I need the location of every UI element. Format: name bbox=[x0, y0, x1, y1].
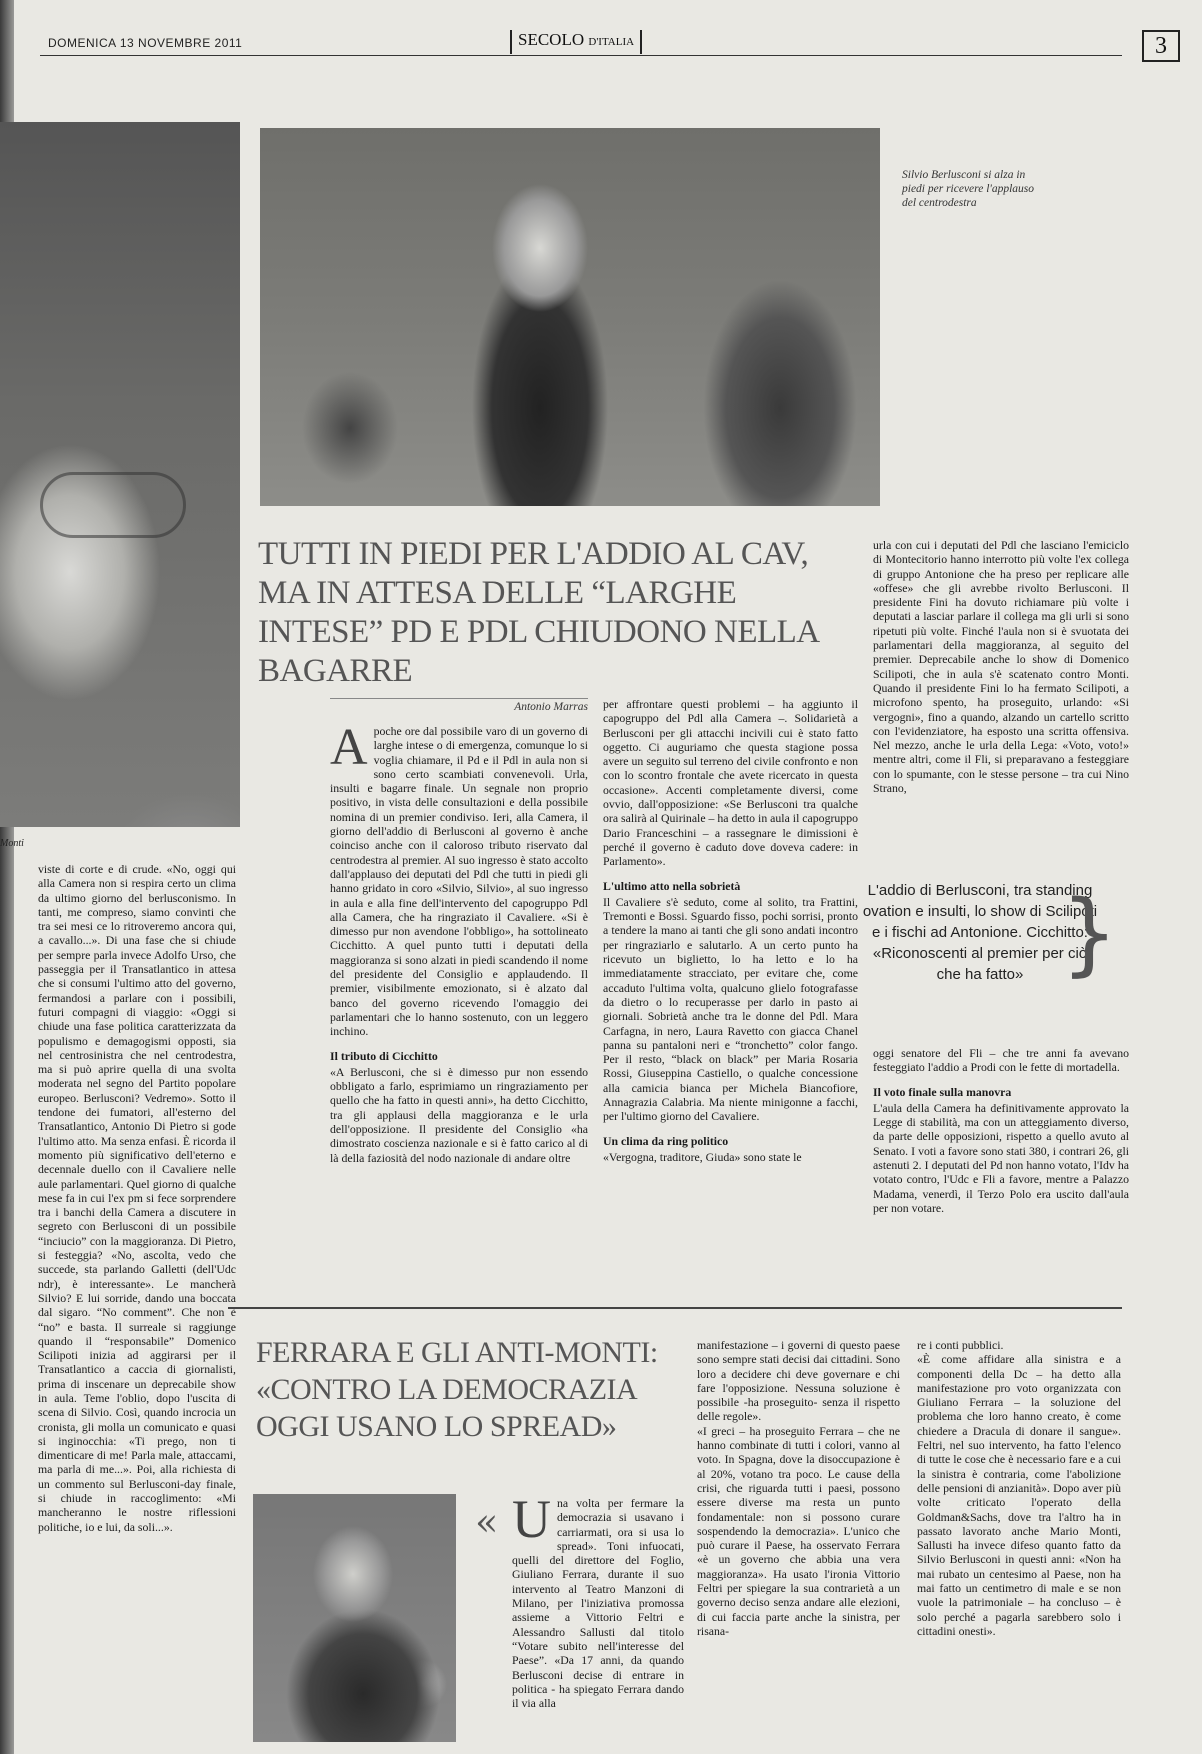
pull-quote-text: L'addio di Berlusconi, tra standing ovation e insulti, lo show di Scilipoti e i fischi ad Antonione. Cicchitto: «Riconoscenti al premier per ciò che ha fatto» bbox=[862, 882, 1098, 983]
article1-subhead-2: L'ultimo atto nella sobrietà bbox=[603, 878, 741, 893]
article1-byline: Antonio Marras bbox=[330, 698, 588, 713]
newspaper-name-suffix: D'ITALIA bbox=[588, 36, 635, 48]
newspaper-name: SECOLO bbox=[518, 30, 585, 49]
portrait-photo bbox=[0, 122, 240, 827]
left-column-text bbox=[38, 862, 236, 1534]
article1-col1-paragraph-1 bbox=[330, 719, 588, 1039]
pull-quote bbox=[860, 880, 1118, 986]
article1-col2-paragraph-2: Il Cavaliere s'è seduto, come al solito, tra Frattini, Tremonti e Bossi. Sguardo fisso, pochi sorrisi, pronto a tendere la mano ai tanti che gli sono andati incontro per ringraziarlo e salutarlo. A un certo punto ha ricevuto un biglietto, lo ha letto e lo ha immediatamente stracciato, per evitare che, come accaduto l'ultima volta, qualcuno glielo fotografasse da dietro o lo recuperasse per darlo in pasto ai giornali. Sobrietà anche tra le donne del Pdl. Mara Carfagna, in nero, Laura Ravetto con giacca Chanel panna su pantaloni neri e “tronchetto” color fango. Per il resto, “black on black” per Maria Rosaria Rossi, Giuseppina Castiello, o qualche concessione alla camicia bianca per Michela Biancofiore, Annagrazia Calabria. Ma niente minigonne a facchi, per l'ultimo giorno del Cavaliere. bbox=[603, 894, 858, 1124]
newspaper-logo bbox=[510, 30, 642, 54]
article1-column-1 bbox=[330, 719, 588, 1268]
article2-col1-paragraph-1 bbox=[512, 1489, 684, 1711]
page-number: 3 bbox=[1142, 30, 1180, 62]
article1-subhead-3: Un clima da ring politico bbox=[603, 1133, 729, 1148]
header-rule bbox=[40, 55, 1122, 56]
article1-col3-paragraph-2: oggi senatore del Fli – che tre anni fa avevano festeggiato l'addio a Prodi con le fette di mortadella. bbox=[873, 1046, 1129, 1075]
article2-quote-mark: « bbox=[475, 1500, 499, 1544]
header-date: DOMENICA 13 NOVEMBRE 2011 bbox=[48, 36, 243, 50]
article1-subhead-1: Il tributo di Cicchitto bbox=[330, 1048, 438, 1063]
article1-column-3-top bbox=[873, 538, 1129, 854]
article1-col3-paragraph-1: urla con cui i deputati del Pdl che lasciano l'emiciclo di Montecitorio hanno interrotto più volte l'ex collega di gruppo Antonione che ha preso per replicare alle «offese» che gli avrebbe rivolto Berlusconi. Il presidente Fini ha dovuto richiamare più volte i deputati a lasciar parlare il collega ma gli urli si sono ripetuti più volte. Finché l'aula non si è svuotata dei parlamentari della maggioranza, al seguito del premier. Deprecabile anche lo show di Domenico Scilipoti, che in aula s'è scatenato contro Monti. Quando il presidente Fini lo ha fermato Scilipoti, a microfono spento, ha proseguito, urlando: «Si vergogni», fino a quando, alzando un cartello scritto con l'evidenziatore, ha esposto una scritta offensiva. Nel mezzo, anche le urla della Lega: «Voto, voto!» mentre altri, come il Fli, si preparavano a festeggiare con lo spumante, con le stesse persone – tra cui Nino Strano, bbox=[873, 538, 1129, 796]
article1-col1-text-1: poche ore dal possibile varo di un governo di larghe intese o di emergenza, comunque lo si voglia chiamare, il Pd e il Pdl in aula non si sono certo scambiati convenevoli. Urla, insulti e bagarre finale. Un segnale non proprio positivo, in vista delle consultazioni e della possibile nomina di un premier condiviso. Ieri, alla Camera, il giorno dell'addio di Berlusconi al governo è anche coinciso anche con il caloroso tributo riservato dal centrodestra al premier. Al suo ingresso è stato accolto dall'applauso dei deputati del Pdl che tutti in piedi gli hanno gridato in coro «Silvio, Silvio», al suo ingresso in aula e alla fine dell'intervento del capogruppo Pdl alla Camera, che ha ringraziato il Cavaliere. «Si è dimesso pur non avendone l'obbligo», ha sottolineato Cicchitto. A quel punto tutti i deputati della maggioranza si sono alzati in piedi scandendo il nome del presidente del Consiglio e applaudendo. Il premier, visibilmente emozionato, si è alzato dal banco del governo ricevendo l'omaggio dei parlamentari che lo hanno sostenuto, con un leggero inchino. bbox=[330, 724, 588, 1039]
article2-col3-paragraph-2: «È come affidare alla sinistra e a componenti della Dc – ha detto alla manifestazione pro voto organizzata con Giuliano Ferrara – la soluzione del problema che loro hanno creato, è come chiedere a Dracula di donare il sangue». Feltri, nel suo intervento, ha fatto l'elenco di tutte le cose che è necessario fare e a cui la sinistra è contraria, come l'abolizione delle pensioni di anzianità». Dopo aver più volte criticato l'operato della Goldman&Sachs, dove tra l'altro ha in passato lavorato anche Mario Monti, Sallusti ha invece difeso quanto fatto da Silvio Berlusconi in questi anni: «Non ha mai rubato un centesimo al Paese, non ha mai fatto un centimetro di male e se non vuole la patrimoniale – ha concluso – è solo perché a pagarla sarebbero solo i cittadini onesti». bbox=[917, 1352, 1121, 1638]
article2-column-1 bbox=[512, 1489, 684, 1746]
parliament-photo-caption: Silvio Berlusconi si alza in piedi per ricevere l'applauso del centrodestra bbox=[902, 169, 1035, 209]
pull-quote-brace: } bbox=[1060, 881, 1118, 986]
page-header bbox=[40, 30, 1167, 60]
left-column-paragraph: viste di corte e di crude. «No, oggi qui alla Camera non si respira certo un clima da ultimo giorno del berlusconismo. In tanti, me compreso, siamo convinti che tra sei mesi ce lo ritroveremo ancora qui, a cavallo...». Di una fase che si chiude per sempre parla invece Adolfo Urso, che passeggia per il Transatlantico in attesa che si consumi l'ultimo atto del governo, fermandosi a parlare con i possibili, futuri compagni di viaggio: «Oggi si chiude una fase politica caratterizzata da populismo e demagogismi opposti, sia nel centrosinistra che nel centrodestra, ma si può aprire quella di una svolta moderata nel segno del Partito popolare europeo. Berlusconi? Vedremo». Sotto il tendone dei fumatori, all'esterno del Transatlantico, Antonio Di Pietro si gode l'ultimo atto. Ma senza enfasi. È ricorda il momento più significativo dell'eterno e decennale duello con il Cavaliere nelle aule parlamentari. Quel giorno di qualche mese fa in cui l'ex pm si fece sorprendere tra i banchi della Camera a discutere in segreto con Berlusconi di un possibile “inciucio” con la maggioranza. Di Pietro, si festeggia? «No, ascolta, vedo che succede, sta parlando Galletti (dell'Udc ndr), è interessante». Le mancherà Silvio? E lui sorride, dando una boccata dal sigaro. “No comment”. Che non è “no” e basta. Il surreale si raggiunge quando il “responsabile” Domenico Scilipoti inizia ad aggirarsi per il Transatlantico a caccia di giornalisti, prima di inscenare un deprecabile show in aula. Teme l'oblio, dopo l'uscita di scena di Silvio. Così, quando incrocia un cronista, gli molla un comunicato e quasi si inginocchia: «Ti prego, non ti dimenticare di me! Parla male, attaccami, ma parla di me...». Poi, alla richiesta di un commento sul Berlusconi-day finale, si chiude in raccoglimento: «Mi mancheranno le nostre riflessioni politiche, io e lui, da soli...». bbox=[38, 862, 236, 1534]
article1-col3-paragraph-3: L'aula della Camera ha definitivamente approvato la Legge di stabilità, ma con un atteggiamento diverso, da parte delle opposizioni, rispetto a quello avuto al Senato. I voti a favore sono stati 380, i contrari 26, gli astenuti 2. I deputati del Pd non hanno votato, l'Idv ha votato contro, l'Udc e Fli a favore, mentre a Palazzo Madama, venerdì, il Terzo Polo era uscito dall'aula per non votare. bbox=[873, 1100, 1129, 1215]
portrait-caption: Monti bbox=[0, 838, 24, 849]
article2-col3-paragraph-1: re i conti pubblici. bbox=[917, 1338, 1004, 1352]
ferrara-photo bbox=[253, 1494, 456, 1742]
article1-subhead-4: Il voto finale sulla manovra bbox=[873, 1084, 1012, 1099]
article2-col2-paragraph-2: «I greci – ha proseguito Ferrara – che ne hanno combinate di tutti i colori, vanno al voto. In Spagna, dove la disoccupazione è al 20%, votano tra poco. Le cause della crisi, che riguarda tutti i paesi, possono essere diverse ma resta un punto fondamentale: non si possono curare sospendendo la democrazia». L'unico che può curare il Paese, ha osservato Ferrara «è un governo che abbia una vera maggioranza». Ha usato l'ironia Vittorio Feltri per spiegare la sua contrarietà a un governo deciso senza andare alle elezioni, di cui faccia parte anche la sinistra, per risana- bbox=[697, 1423, 900, 1638]
section-divider bbox=[228, 1307, 1122, 1309]
article1-column-3-bottom bbox=[873, 1046, 1129, 1276]
article1-column-2 bbox=[603, 697, 858, 1268]
article2-column-3 bbox=[917, 1338, 1121, 1746]
article1-dropcap: A bbox=[330, 719, 368, 776]
article1-headline: TUTTI IN PIEDI PER L'ADDIO AL CAV, MA IN ATTESA DELLE “LARGHE INTESE” PD E PDL CHIUDONO NELLA BAGARRE bbox=[258, 536, 818, 689]
article1-col2-paragraph-3: «Vergogna, traditore, Giuda» sono state le bbox=[603, 1149, 802, 1164]
parliament-photo bbox=[260, 128, 880, 506]
article2-column-2 bbox=[697, 1338, 900, 1746]
article2-dropcap: U bbox=[512, 1489, 551, 1549]
article2-headline: FERRARA E GLI ANTI-MONTI: «CONTRO LA DEMOCRAZIA OGGI USANO LO SPREAD» bbox=[256, 1336, 658, 1443]
article1-col2-paragraph-1: per affrontare questi problemi – ha aggiunto il capogruppo del Pdl alla Camera –. Solidarietà a Berlusconi per gli attacchi incivili cui è stato fatto oggetto. Ci auguriamo che questa stagione possa avere un seguito sul terreno del civile confronto e non con lo scontro frontale che avete ricercato in questa occasione». Accenti completamente diversi, come ovvio, dall'opposizione: «Se Berlusconi tra qualche ora salirà al Quirinale – ha detto in aula il capogruppo Dario Franceschini – a rassegnare le dimissioni è perché il governo è caduto dove doveva cadere: in Parlamento». bbox=[603, 697, 858, 869]
portrait-glasses-shape bbox=[40, 472, 186, 538]
article2-col2-paragraph-1: manifestazione – i governi di questo paese sono sempre stati decisi dai cittadini. Sono loro a decidere chi deve governare e chi fare l'opposizione. Nessuna soluzione è possibile -ha proseguito- senza il rispetto delle regole». bbox=[697, 1338, 900, 1424]
article2-col1-text-1: na volta per fermare la democrazia si usavano i carriarmati, ora si usa lo spread». Toni infuocati, quelli del direttore del Foglio, Giuliano Ferrara, durante il suo intervento al Teatro Manzoni di Milano, per l'iniziativa promossa assieme a Vittorio Feltri e Alessandro Sallusti dal titolo “Votare subito nell'interesse del Paese”. «Da 17 anni, da quando Berlusconi decise di entrare in politica - ha spiegato Ferrara dando il via alla bbox=[512, 1496, 684, 1711]
article1-col1-paragraph-2: «A Berlusconi, che si è dimesso pur non essendo obbligato a farlo, esprimiamo un ringraziamento per quello che ha fatto in questi anni», ha detto Cicchitto, tra gli applausi della maggioranza e le urla dell'opposizione. Il presidente del Consiglio «ha dimostrato coscienza nazionale e si è fatto carico al di là della faziosità del nodo nazionale di andare oltre bbox=[330, 1064, 588, 1165]
